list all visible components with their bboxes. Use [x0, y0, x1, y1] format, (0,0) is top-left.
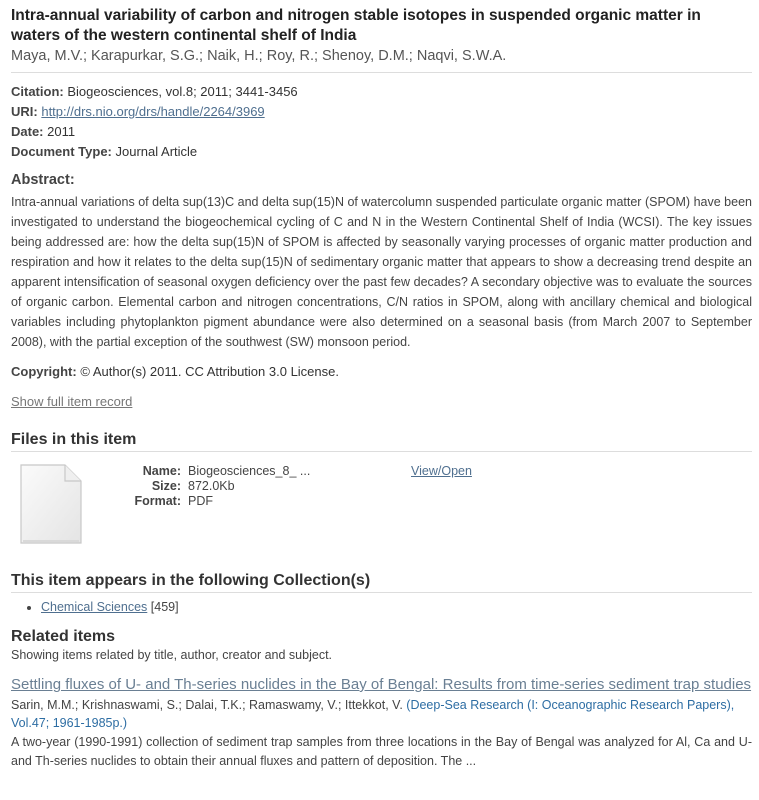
date-field — [11, 122, 752, 142]
collections-list — [11, 598, 752, 616]
citation-value: Biogeosciences, vol.8; 2011; 3441-3456 — [67, 84, 298, 99]
uri-label: URI: — [11, 104, 38, 119]
file-format-row — [91, 494, 310, 509]
abstract-text: Intra-annual variations of delta sup(13)C and delta sup(15)N of watercolumn suspended particulate organic matter (SPOM) have been investigated to understand the biogeochemical cycling of C and N in the Western Continental Shelf of India (WCSI). The key issues being addressed are: how the delta sup(15)N of SPOM is affected by seasonally varying processes of organic matter production and respiration and how it relates to the delta sup(15)N of sedimentary organic matter that appears to show a decreasing trend despite an apparent intensification of seasonal oxygen deficiency over the past few decades? A secondary objective was to evaluate the sources of organic carbon. Elemental carbon and nitrogen concentrations, C/N ratios in SPOM, along with ancillary chemical and biological variables including phytoplankton pigment abundance were also determined on a seasonal basis (from March 2007 to September 2008), with the partial exception of the southwest (SW) monsoon period. — [11, 195, 752, 349]
date-label: Date: — [11, 124, 44, 139]
abstract-heading: Abstract: — [11, 172, 75, 188]
related-item-title — [11, 675, 752, 695]
copyright-field — [11, 362, 752, 382]
date-value: 2011 — [47, 124, 76, 139]
related-item-publication: (Deep-Sea Research (I: Oceanographic Research Papers), Vol.47; 1961-1985p.) — [11, 698, 735, 730]
file-size-row — [91, 479, 310, 494]
related-item-snippet: A two-year (1990-1991) collection of sediment trap samples from three locations in the Bay of Bengal was analyzed for Al, Ca and U- and Th-series nuclides to obtain their annual fluxes and pattern of deposition. The ... — [11, 735, 752, 768]
collection-item — [41, 598, 752, 616]
collection-link[interactable]: Chemical Sciences — [41, 600, 148, 614]
file-view-wrap — [411, 464, 472, 478]
doctype-field — [11, 142, 752, 162]
show-full-record-link[interactable]: Show full item record — [11, 394, 133, 409]
file-name-value: Biogeosciences_8_ ... — [188, 464, 311, 478]
file-format-value: PDF — [188, 494, 213, 508]
uri-field — [11, 102, 752, 122]
related-item — [11, 675, 752, 771]
related-subheading: Showing items related by title, author, creator and subject. — [11, 648, 333, 662]
citation-field — [11, 82, 752, 102]
file-size-label: Size: — [151, 479, 181, 493]
related-item-authors: Sarin, M.M.; Krishnaswami, S.; Dalai, T.K.; Ramaswamy, V.; Ittekkot, V. — [11, 698, 403, 712]
divider — [11, 592, 752, 593]
file-metadata — [91, 464, 310, 509]
related-heading: Related items — [11, 628, 116, 645]
doctype-value: Journal Article — [115, 144, 198, 159]
copyright-value: © Author(s) 2011. CC Attribution 3.0 License. — [80, 364, 339, 379]
file-name-row — [91, 464, 310, 479]
collections-heading: This item appears in the following Collection(s) — [11, 572, 371, 589]
files-heading: Files in this item — [11, 431, 137, 448]
file-entry — [11, 457, 752, 557]
show-full-record — [11, 392, 752, 412]
file-name-label: Name: — [142, 464, 181, 478]
item-title: Intra-annual variability of carbon and nitrogen stable isotopes in suspended organic matter in waters of the western continental shelf of India — [11, 7, 701, 44]
related-item-meta — [11, 696, 752, 732]
citation-label: Citation: — [11, 84, 64, 99]
item-authors: Maya, M.V.; Karapurkar, S.G.; Naik, H.; Roy, R.; Shenoy, D.M.; Naqvi, S.W.A. — [11, 48, 507, 64]
document-icon[interactable] — [19, 463, 83, 545]
related-item-link[interactable]: Settling fluxes of U- and Th-series nuclides in the Bay of Bengal: Results from time-series sediment trap studies — [11, 676, 752, 693]
file-size-value: 872.0Kb — [188, 479, 235, 493]
divider — [11, 451, 752, 452]
divider — [11, 72, 752, 73]
collection-count: [459] — [150, 600, 179, 614]
copyright-label: Copyright: — [11, 364, 77, 379]
file-format-label: Format: — [134, 494, 181, 508]
view-open-link[interactable]: View/Open — [411, 464, 472, 478]
uri-link[interactable]: http://drs.nio.org/drs/handle/2264/3969 — [41, 104, 265, 119]
doctype-label: Document Type: — [11, 144, 112, 159]
